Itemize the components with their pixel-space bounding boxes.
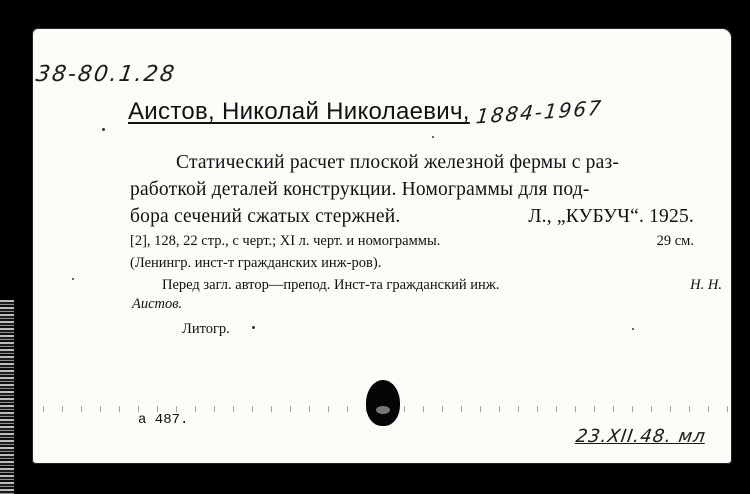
collation-size: 29 см. [656,233,694,249]
catalog-card [32,28,732,464]
life-years: 1884-1967 [474,95,604,129]
title-line [130,149,694,176]
author-name: Аистов, Николай Николаевич, [128,98,470,125]
speck [72,278,74,280]
speck [102,128,105,131]
note-initials: Н. Н. [690,277,722,293]
speck [632,328,634,330]
title-line [130,176,694,203]
scan-edge [0,300,14,494]
collation-pages: [2], 128, 22 стр., с черт.; XI л. черт. и номограммы. [130,233,441,249]
title-text: работкой деталей конструкции. Номограммы для под- [130,179,590,200]
date-stamp: 23.XII.48. мл [574,426,708,447]
series: (Ленингр. инст-т гражданских инж-ров). [130,255,382,271]
note [162,274,722,296]
note-author: Аистов. [132,296,183,312]
title-block [130,149,694,230]
imprint: Л., „КУБУЧ“. 1925. [528,206,694,227]
punch-hole [366,380,400,426]
litograph-note: Литогр. [182,321,230,337]
title-text: бора сечений сжатых стержней. [130,206,401,227]
speck [432,136,434,138]
author-heading [128,95,604,129]
title-line [130,203,694,230]
collation [130,230,694,252]
speck [252,326,255,329]
inventory-number: а 487. [138,412,189,428]
note-text: Перед загл. автор—препод. Инст-та гражданский инж. [162,277,500,293]
title-text: Статический расчет плоской железной фермы с раз- [176,152,620,173]
call-number: 38-80.1.28 [34,62,178,87]
